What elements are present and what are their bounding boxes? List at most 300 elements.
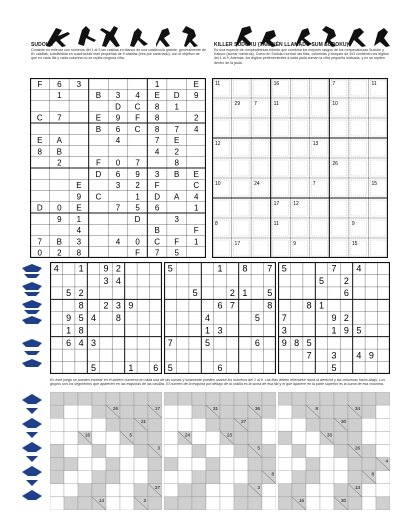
clue-sum: 16 xyxy=(298,497,304,503)
cell-value: 2 xyxy=(343,275,349,286)
cell-value: B xyxy=(56,147,63,157)
cell-value: 9 xyxy=(76,192,82,202)
clue-sum: 26 xyxy=(354,445,360,451)
entry-cell xyxy=(192,418,206,431)
cell-value: 9 xyxy=(128,300,134,311)
entry-cell xyxy=(262,418,276,431)
cage-sum: 7 xyxy=(312,181,316,187)
block-cell xyxy=(106,392,120,405)
entry-cell xyxy=(120,484,134,497)
clue-sum: 3 xyxy=(157,445,160,451)
entry-cell xyxy=(164,484,178,497)
block-cell xyxy=(120,392,134,405)
cell-value: 1 xyxy=(154,79,160,89)
block-cell xyxy=(92,405,106,418)
classic-sudoku-1 xyxy=(50,262,162,374)
block-cell xyxy=(292,405,306,418)
cage-sum: 9 xyxy=(293,241,297,247)
block-cell xyxy=(234,431,248,444)
entry-cell xyxy=(106,484,120,497)
block-cell xyxy=(348,458,362,471)
block-cell xyxy=(192,444,206,457)
cell-value: 3 xyxy=(115,181,121,191)
entry-cell xyxy=(220,484,234,497)
block-cell xyxy=(78,392,92,405)
cell-value: E xyxy=(76,181,82,191)
cell-value: D xyxy=(115,102,121,112)
block-cell xyxy=(92,484,106,497)
killer-instructions: Es una especie de rompecabezas híbrido que combina los mejores rasgos de los rompecabezas Sudoku y Kakuro (sumar números). Como en Sudoku normal, las filas, columnas y bloques de 3x3 contienen los dígitos del 1 al 9. Además, los dígitos pertenecientes a cada jaula suman la cifra pequeña indicada, y no se repiten dentro de la jaula. xyxy=(214,48,389,65)
block-cell xyxy=(320,418,334,431)
clue-sum: 36 xyxy=(254,406,260,412)
cell-value: E xyxy=(37,136,43,146)
cell-value: 7 xyxy=(37,237,43,247)
block-cell xyxy=(134,444,148,457)
entry-cell xyxy=(234,471,248,484)
block-cell xyxy=(348,431,362,444)
entry-cell xyxy=(78,444,92,457)
block-cell xyxy=(334,484,348,497)
cell-value: 1 xyxy=(242,288,248,299)
cell-value: 1 xyxy=(217,263,223,274)
entry-cell xyxy=(278,444,292,457)
entry-cell xyxy=(178,418,192,431)
cell-value: B xyxy=(95,124,102,134)
cage-sum: 17 xyxy=(273,201,280,207)
cell-value: 8 xyxy=(37,147,43,157)
entry-cell xyxy=(206,431,220,444)
clue-sum: 14 xyxy=(98,497,104,503)
entry-cell xyxy=(376,484,390,497)
killer-title: KILLER SUDOKU (TAMBIÉN LLAMADO SUM SUDOKU) xyxy=(214,42,349,48)
cage-sum: 29 xyxy=(234,101,241,107)
cell-value: 2 xyxy=(57,158,62,168)
cell-value: 5 xyxy=(331,362,337,373)
cell-value: 1 xyxy=(66,325,72,336)
cell-value: 4 xyxy=(356,263,362,274)
block-cell xyxy=(234,497,248,510)
cell-value: 4 xyxy=(115,237,121,247)
clue-sum: 30 xyxy=(340,497,346,503)
cell-value: 4 xyxy=(205,313,211,324)
block-cell xyxy=(148,431,162,444)
block-cell xyxy=(164,458,178,471)
cell-value: 8 xyxy=(294,338,300,348)
block-cell xyxy=(278,431,292,444)
cell-value: 9 xyxy=(343,325,349,336)
cell-value: 5 xyxy=(205,338,211,348)
cell-value: 7 xyxy=(57,113,62,123)
block-cell xyxy=(234,444,248,457)
cell-value: 0 xyxy=(57,203,62,213)
entry-cell xyxy=(64,418,78,431)
cell-value: B xyxy=(56,237,63,247)
cell-value: F xyxy=(154,181,160,191)
cell-value: 2 xyxy=(343,313,349,324)
cell-value: 6 xyxy=(66,338,72,348)
entry-cell xyxy=(362,418,376,431)
entry-cell xyxy=(220,458,234,471)
block-cell xyxy=(134,484,148,497)
entry-cell xyxy=(362,431,376,444)
clue-sum: 26 xyxy=(112,406,118,412)
block-cell xyxy=(362,405,376,418)
block-cell xyxy=(120,418,134,431)
block-cell xyxy=(292,444,306,457)
entry-cell xyxy=(262,484,276,497)
block-cell xyxy=(134,405,148,418)
cell-value: C xyxy=(193,181,200,191)
clue-sum: 3 xyxy=(257,484,260,490)
cell-value: 7 xyxy=(267,263,273,274)
cage-sum: 10 xyxy=(215,181,221,187)
block-cell xyxy=(376,497,390,510)
kakuro-instructions: En este juego se pueden insertar en el tablero números en cada una de las sumas y solamente pueden usarse los números del 1 al 9. Las filas deben rellenarse hacia la derecha y las columnas hacia abajo. Los grupos son los segmentos que aparecen en las esquinas de las casillas. El número de la esquina por debajo de la casilla es la suma de esa fila y el que aparece en la parte superior es la suma de esa columna. xyxy=(50,378,386,387)
block-cell xyxy=(50,458,64,471)
entry-cell xyxy=(78,458,92,471)
cell-value: 1 xyxy=(319,300,325,311)
block-cell xyxy=(92,471,106,484)
clue-sum: 27 xyxy=(154,484,160,490)
block-cell xyxy=(220,405,234,418)
cage-sum: 8 xyxy=(215,221,218,227)
cell-value: 3 xyxy=(331,350,337,361)
cell-value: 5 xyxy=(167,362,173,373)
cell-value: F xyxy=(135,113,141,123)
entry-cell xyxy=(192,431,206,444)
cell-value: 9 xyxy=(57,214,62,224)
entry-cell xyxy=(262,497,276,510)
cell-value: 0 xyxy=(135,237,140,247)
cell-value: F xyxy=(37,79,43,89)
cell-value: 8 xyxy=(78,300,84,311)
entry-cell xyxy=(278,418,292,431)
entry-cell xyxy=(64,484,78,497)
cell-value: 7 xyxy=(167,338,173,348)
entry-cell xyxy=(50,497,64,510)
cell-value: F xyxy=(193,226,199,236)
cell-value: 0 xyxy=(115,158,121,168)
block-cell xyxy=(262,458,276,471)
block-cell xyxy=(362,444,376,457)
cell-value: 1 xyxy=(331,325,337,336)
cell-value: 5 xyxy=(174,248,179,258)
block-cell xyxy=(206,458,220,471)
cage-sum: 16 xyxy=(273,81,280,87)
clue-sum: 17 xyxy=(154,406,160,412)
cage-sum: 24 xyxy=(254,181,260,187)
clue-sum: 31 xyxy=(212,406,218,412)
cell-value: 7 xyxy=(331,263,337,274)
cage-sum: 26 xyxy=(332,161,338,167)
cell-value: 6 xyxy=(115,124,121,134)
cell-value: 9 xyxy=(66,313,72,324)
cage-sum: 12 xyxy=(293,201,299,207)
side-ninja-mid xyxy=(18,337,46,377)
cell-value: 4 xyxy=(115,136,121,146)
block-cell xyxy=(164,497,178,510)
block-cell xyxy=(334,392,348,405)
entry-cell xyxy=(278,405,292,418)
cell-value: 2 xyxy=(229,288,235,299)
entry-cell xyxy=(164,431,178,444)
clue-sum: 27 xyxy=(240,419,246,425)
ninja-stack-icon xyxy=(18,392,46,510)
block-cell xyxy=(64,458,78,471)
block-cell xyxy=(348,392,362,405)
cell-value: 7 xyxy=(154,248,160,258)
block-cell xyxy=(262,405,276,418)
cell-value: F xyxy=(135,248,141,258)
cell-value: D xyxy=(95,169,102,179)
cell-value: 5 xyxy=(192,288,198,299)
cell-value: 0 xyxy=(37,248,43,258)
cell-value: 2 xyxy=(103,300,109,311)
entry-cell xyxy=(164,405,178,418)
entry-cell xyxy=(262,431,276,444)
block-cell xyxy=(206,392,220,405)
cage-sum: 11 xyxy=(273,221,279,227)
cell-value: F xyxy=(174,237,180,247)
cell-value: 1 xyxy=(76,214,82,224)
entry-cell xyxy=(120,471,134,484)
entry-cell xyxy=(220,497,234,510)
block-cell xyxy=(320,405,334,418)
cell-value: 8 xyxy=(78,325,84,336)
block-cell xyxy=(134,392,148,405)
entry-cell xyxy=(120,497,134,510)
cell-value: 6 xyxy=(115,169,121,179)
block-cell xyxy=(234,484,248,497)
cell-value: 1 xyxy=(78,263,84,274)
entry-cell xyxy=(292,431,306,444)
entry-cell xyxy=(234,458,248,471)
cell-value: 5 xyxy=(356,325,362,336)
entry-cell xyxy=(64,444,78,457)
cell-value: 4 xyxy=(193,192,199,202)
block-cell xyxy=(50,471,64,484)
entry-cell xyxy=(178,405,192,418)
cell-value: 7 xyxy=(306,350,312,361)
cage-sum: 15 xyxy=(351,241,358,247)
block-cell xyxy=(106,471,120,484)
cell-value: 2 xyxy=(115,263,121,274)
cell-value: F xyxy=(95,158,101,168)
block-cell xyxy=(148,471,162,484)
block-cell xyxy=(178,497,192,510)
entry-cell xyxy=(292,418,306,431)
block-cell xyxy=(348,497,362,510)
clue-sum: 33 xyxy=(326,432,332,438)
block-cell xyxy=(206,471,220,484)
entry-cell xyxy=(106,444,120,457)
block-cell xyxy=(220,418,234,431)
block-cell xyxy=(92,444,106,457)
block-cell xyxy=(278,484,292,497)
cell-value: 7 xyxy=(154,136,160,146)
cell-value: 1 xyxy=(57,91,62,101)
classic-sudoku-3 xyxy=(278,262,390,374)
entry-cell xyxy=(92,418,106,431)
cell-value: 3 xyxy=(217,325,223,336)
cell-value: 2 xyxy=(174,147,179,157)
entry-cell xyxy=(178,458,192,471)
entry-cell xyxy=(192,458,206,471)
cell-value: 5 xyxy=(267,288,273,299)
block-cell xyxy=(148,392,162,405)
cell-value: 4 xyxy=(356,350,362,361)
clue-sum: 13 xyxy=(354,484,360,490)
entry-cell xyxy=(206,484,220,497)
cell-value: 3 xyxy=(281,325,287,336)
cell-value: 8 xyxy=(154,124,160,134)
cell-value: 3 xyxy=(115,91,121,101)
entry-cell xyxy=(306,497,320,510)
clue-sum: 3 xyxy=(143,497,146,503)
cell-value: B xyxy=(173,169,180,179)
cell-value: 2 xyxy=(78,288,84,299)
entry-cell xyxy=(106,431,120,444)
block-cell xyxy=(234,405,248,418)
cell-value: 9 xyxy=(115,113,121,123)
entry-cell xyxy=(320,484,334,497)
cell-value: 1 xyxy=(193,203,199,213)
entry-cell xyxy=(220,471,234,484)
block-cell xyxy=(120,405,134,418)
block-cell xyxy=(192,484,206,497)
entry-cell xyxy=(292,458,306,471)
cell-value: 5 xyxy=(281,263,287,274)
cell-value: E xyxy=(193,169,199,179)
clue-sum: 16 xyxy=(84,432,90,438)
entry-cell xyxy=(164,444,178,457)
entry-cell xyxy=(306,444,320,457)
clue-sum: 8 xyxy=(315,406,318,412)
cell-value: 4 xyxy=(135,91,140,101)
block-cell xyxy=(148,418,162,431)
cage-sum: 15 xyxy=(371,181,378,187)
sudoku-instructions: Consiste en rellenar con números del 1 al 9 las casillas en blanco de una cuadrícula grande, generalmente de 81 casillas, subdividida en cuadrículas más pequeñas de 9 casillas (tres por cada lado), con el objetivo de que en cada fila y cada columna no se repita ninguna cifra. xyxy=(31,48,206,61)
block-cell xyxy=(164,392,178,405)
block-cell xyxy=(220,392,234,405)
entry-cell xyxy=(120,444,134,457)
cage-sum: 7 xyxy=(254,101,257,107)
entry-cell xyxy=(50,431,64,444)
block-cell xyxy=(192,497,206,510)
entry-cell xyxy=(64,471,78,484)
cell-value: D xyxy=(173,91,180,101)
block-cell xyxy=(248,497,262,510)
entry-cell xyxy=(320,471,334,484)
block-cell xyxy=(178,484,192,497)
block-cell xyxy=(92,392,106,405)
cell-value: 1 xyxy=(174,102,179,112)
cell-value: 5 xyxy=(254,313,260,324)
entry-cell xyxy=(320,458,334,471)
block-cell xyxy=(178,392,192,405)
block-cell xyxy=(192,471,206,484)
entry-cell xyxy=(376,444,390,457)
cell-value: 3 xyxy=(115,300,121,311)
cell-value: 9 xyxy=(368,350,374,361)
cell-value: 7 xyxy=(281,313,287,324)
clue-sum: 21 xyxy=(140,419,146,425)
clue-sum: 30 xyxy=(340,419,346,425)
entry-cell xyxy=(278,458,292,471)
block-cell xyxy=(262,392,276,405)
entry-cell xyxy=(50,484,64,497)
cell-value: 6 xyxy=(57,79,62,89)
entry-cell xyxy=(178,471,192,484)
cell-value: 6 xyxy=(217,362,223,373)
cell-value: E xyxy=(193,79,199,89)
clue-sum: 24 xyxy=(184,432,190,438)
cell-value: 5 xyxy=(319,275,325,286)
killer-sudoku-grid xyxy=(212,78,388,258)
cell-value: 3 xyxy=(76,237,82,247)
kakuro-3 xyxy=(278,392,390,510)
cell-value: 9 xyxy=(331,313,337,324)
cell-value: D xyxy=(154,192,161,202)
cell-value: 6 xyxy=(343,288,349,299)
cell-value: 7 xyxy=(229,300,235,311)
entry-cell xyxy=(50,418,64,431)
cell-value: 4 xyxy=(53,263,59,274)
block-cell xyxy=(206,418,220,431)
cell-value: 4 xyxy=(78,338,84,348)
cage-sum: 11 xyxy=(273,101,279,107)
cell-value: C xyxy=(134,102,141,112)
cell-value: B xyxy=(95,91,102,101)
entry-cell xyxy=(78,418,92,431)
entry-cell xyxy=(64,405,78,418)
cell-value: 9 xyxy=(103,263,109,274)
clue-sum: 8 xyxy=(371,471,374,477)
cell-value: A xyxy=(56,136,63,146)
entry-cell xyxy=(334,458,348,471)
block-cell xyxy=(78,484,92,497)
cage-sum: 7 xyxy=(332,81,336,87)
block-cell xyxy=(248,431,262,444)
block-cell xyxy=(64,497,78,510)
cage-sum: 11 xyxy=(371,81,377,87)
cell-value: 3 xyxy=(154,169,160,179)
cell-value: D xyxy=(36,203,43,213)
cell-value: 8 xyxy=(76,248,82,258)
cell-value: C xyxy=(36,113,43,123)
cell-value: 4 xyxy=(154,147,160,157)
entry-cell xyxy=(206,444,220,457)
cell-value: 1 xyxy=(205,325,211,336)
cell-value: B xyxy=(154,226,160,236)
entry-cell xyxy=(334,471,348,484)
block-cell xyxy=(148,458,162,471)
classic-sudoku-2 xyxy=(164,262,276,374)
block-cell xyxy=(106,418,120,431)
cell-value: 5 xyxy=(66,288,72,299)
cell-value: 2 xyxy=(135,181,140,191)
block-cell xyxy=(320,392,334,405)
entry-cell xyxy=(220,444,234,457)
entry-cell xyxy=(362,484,376,497)
entry-cell xyxy=(106,497,120,510)
block-cell xyxy=(306,392,320,405)
cell-value: E xyxy=(76,203,82,213)
cell-value: 1 xyxy=(193,237,199,247)
cell-value: D xyxy=(134,214,141,224)
block-cell xyxy=(348,418,362,431)
cell-value: 5 xyxy=(135,203,140,213)
